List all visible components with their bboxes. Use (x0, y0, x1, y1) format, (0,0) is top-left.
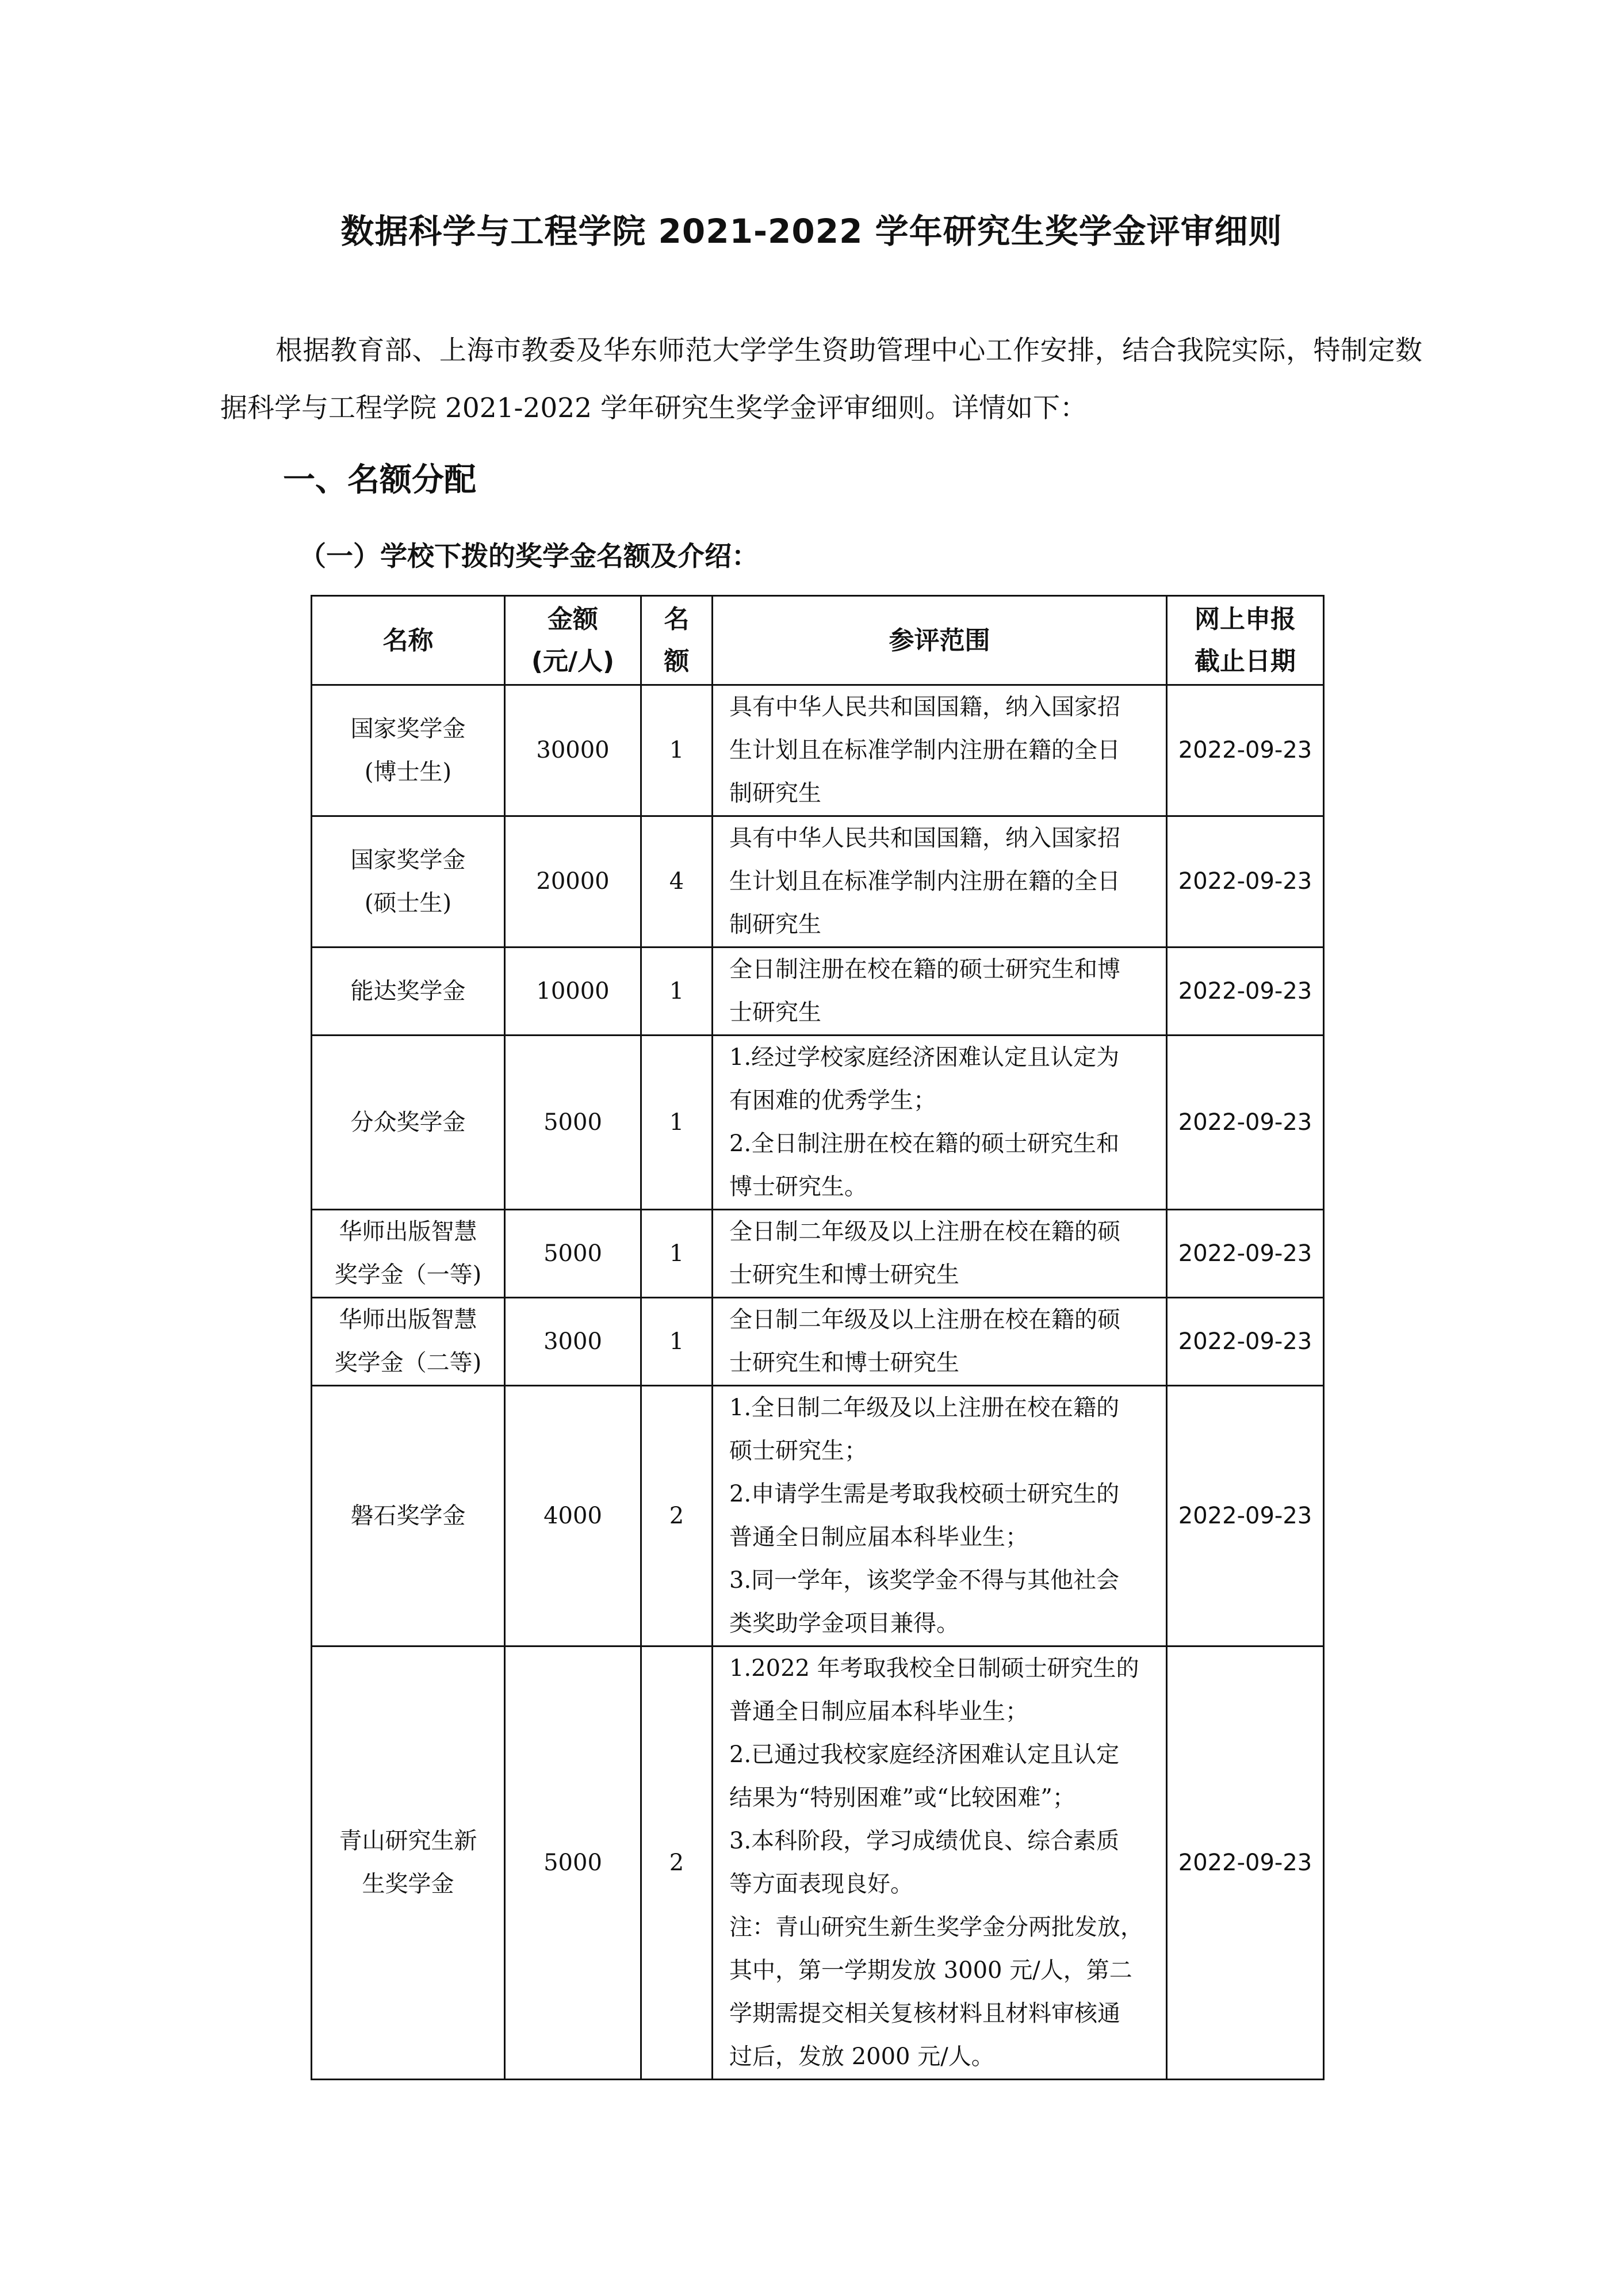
cell-scope-line: 士研究生和博士研究生 (729, 1350, 959, 1376)
cell-name-line: 磐石奖学金 (350, 1502, 466, 1529)
cell-amount: 5000 (505, 1210, 641, 1298)
page-title: 数据科学与工程学院 2021-2022 学年研究生奖学金评审细则 (340, 212, 1283, 251)
cell-name-line: 华师出版智慧 (339, 1218, 477, 1245)
cell-quota: 1 (641, 948, 713, 1036)
cell-name (312, 948, 505, 1036)
cell-quota: 1 (641, 1036, 713, 1210)
cell-deadline: 2022-09-23 (1167, 948, 1324, 1036)
cell-quota: 1 (641, 685, 713, 816)
cell-name-line: 奖学金（一等) (334, 1262, 482, 1288)
cell-scope (713, 816, 1167, 948)
cell-scope-line: 普通全日制应届本科毕业生； (729, 1698, 1028, 1725)
cell-name-line: 华师出版智慧 (339, 1306, 477, 1333)
cell-scope-line: 全日制二年级及以上注册在校在籍的硕 (729, 1218, 1120, 1245)
header-deadline-line1: 网上申报 (1195, 605, 1296, 634)
cell-quota: 1 (641, 1210, 713, 1298)
table-row (312, 816, 1324, 948)
intro-paragraph: 根据教育部、上海市教委及华东师范大学学生资助管理中心工作安排，结合我院实际，特制定数据科学与工程学院 2021-2022 学年研究生奖学金评审细则。详情如下： (220, 335, 1422, 424)
cell-amount: 3000 (505, 1298, 641, 1386)
cell-deadline: 2022-09-23 (1167, 1210, 1324, 1298)
cell-scope-line: 其中，第一学期发放 3000 元/人，第二 (729, 1957, 1132, 1984)
header-quota (641, 596, 713, 685)
cell-name (312, 1386, 505, 1646)
header-deadline-line2: 截止日期 (1195, 647, 1296, 676)
cell-deadline: 2022-09-23 (1167, 685, 1324, 816)
cell-amount: 5000 (505, 1036, 641, 1210)
cell-scope-line: 有困难的优秀学生； (729, 1087, 936, 1114)
cell-scope-line: 注：青山研究生新生奖学金分两批发放， (729, 1914, 1143, 1940)
table-header-row (312, 596, 1324, 685)
cell-deadline: 2022-09-23 (1167, 1298, 1324, 1386)
table-row (312, 1036, 1324, 1210)
cell-scope-line: 结果为“特别困难”或“比较困难”； (729, 1785, 1075, 1811)
cell-deadline: 2022-09-23 (1167, 1036, 1324, 1210)
table-row (312, 1386, 1324, 1646)
cell-amount: 5000 (505, 1646, 641, 2080)
header-scope: 参评范围 (713, 596, 1167, 685)
cell-scope-line: 等方面表现良好。 (729, 1871, 913, 1897)
cell-amount: 30000 (505, 685, 641, 816)
cell-name-line: (博士生) (364, 758, 452, 785)
cell-scope-line: 士研究生和博士研究生 (729, 1262, 959, 1288)
cell-scope-line: 3.同一学年，该奖学金不得与其他社会 (729, 1567, 1120, 1594)
cell-deadline: 2022-09-23 (1167, 1386, 1324, 1646)
cell-scope-line: 1.2022 年考取我校全日制硕士研究生的 (729, 1655, 1139, 1682)
cell-scope (713, 1646, 1167, 2080)
cell-name-line: 能达奖学金 (350, 977, 466, 1004)
cell-quota: 4 (641, 816, 713, 948)
cell-scope (713, 948, 1167, 1036)
cell-scope-line: 过后，发放 2000 元/人。 (729, 2043, 994, 2070)
cell-deadline: 2022-09-23 (1167, 1646, 1324, 2080)
cell-scope (713, 1210, 1167, 1298)
cell-name (312, 685, 505, 816)
cell-name-line: 青山研究生新 (339, 1828, 477, 1854)
header-quota-line1: 名 (664, 605, 690, 634)
cell-name-line: 国家奖学金 (350, 846, 466, 873)
cell-deadline: 2022-09-23 (1167, 816, 1324, 948)
cell-name-line: 分众奖学金 (350, 1109, 466, 1136)
table-body (312, 685, 1324, 2080)
cell-scope-line: 制研究生 (729, 780, 821, 807)
cell-name (312, 1036, 505, 1210)
cell-scope-line: 全日制注册在校在籍的硕士研究生和博 (729, 956, 1120, 983)
cell-scope-line: 2.已通过我校家庭经济困难认定且认定 (729, 1741, 1120, 1768)
cell-scope-line: 类奖助学金项目兼得。 (729, 1610, 959, 1637)
cell-name (312, 1298, 505, 1386)
cell-scope-line: 3.本科阶段，学习成绩优良、综合素质 (729, 1828, 1120, 1854)
cell-scope-line: 具有中华人民共和国国籍，纳入国家招 (729, 694, 1120, 720)
table-row (312, 1210, 1324, 1298)
cell-scope-line: 硕士研究生； (729, 1438, 867, 1464)
cell-name (312, 816, 505, 948)
cell-scope-line: 生计划且在标准学制内注册在籍的全日 (729, 868, 1120, 895)
scholarship-table (311, 595, 1325, 2080)
table-row (312, 948, 1324, 1036)
cell-scope (713, 685, 1167, 816)
cell-scope-line: 制研究生 (729, 911, 821, 938)
cell-scope-line: 1.全日制二年级及以上注册在校在籍的 (729, 1395, 1120, 1421)
cell-name (312, 1646, 505, 2080)
cell-name-line: 生奖学金 (362, 1871, 454, 1897)
table-row (312, 685, 1324, 816)
cell-scope-line: 士研究生 (729, 999, 821, 1026)
cell-scope-line: 具有中华人民共和国国籍，纳入国家招 (729, 825, 1120, 851)
cell-scope-line: 1.经过学校家庭经济困难认定且认定为 (729, 1044, 1120, 1071)
header-amount-line1: 金额 (548, 605, 598, 634)
cell-quota: 1 (641, 1298, 713, 1386)
cell-amount: 20000 (505, 816, 641, 948)
cell-quota: 2 (641, 1386, 713, 1646)
cell-name-line: 国家奖学金 (350, 715, 466, 742)
table-row (312, 1646, 1324, 2080)
cell-scope-line: 普通全日制应届本科毕业生； (729, 1524, 1028, 1550)
cell-scope-line: 生计划且在标准学制内注册在籍的全日 (729, 737, 1120, 763)
header-amount (505, 596, 641, 685)
cell-scope (713, 1036, 1167, 1210)
cell-name-line: (硕士生) (364, 889, 452, 916)
header-amount-line2: (元/人) (531, 647, 615, 676)
cell-scope-line: 全日制二年级及以上注册在校在籍的硕 (729, 1306, 1120, 1333)
cell-scope-line: 博士研究生。 (729, 1174, 867, 1200)
table-row (312, 1298, 1324, 1386)
header-quota-line2: 额 (664, 647, 690, 676)
section-heading: 一、名额分配 (283, 461, 476, 499)
cell-name (312, 1210, 505, 1298)
cell-scope (713, 1298, 1167, 1386)
cell-quota: 2 (641, 1646, 713, 2080)
cell-scope (713, 1386, 1167, 1646)
cell-name-line: 奖学金（二等) (334, 1350, 482, 1376)
cell-amount: 4000 (505, 1386, 641, 1646)
subsection-heading: （一）学校下拨的奖学金名额及介绍： (299, 541, 759, 572)
cell-scope-line: 2.申请学生需是考取我校硕士研究生的 (729, 1481, 1120, 1507)
header-deadline (1167, 596, 1324, 685)
cell-scope-line: 2.全日制注册在校在籍的硕士研究生和 (729, 1130, 1120, 1157)
header-name: 名称 (312, 596, 505, 685)
cell-scope-line: 学期需提交相关复核材料且材料审核通 (729, 2000, 1120, 2027)
cell-amount: 10000 (505, 948, 641, 1036)
